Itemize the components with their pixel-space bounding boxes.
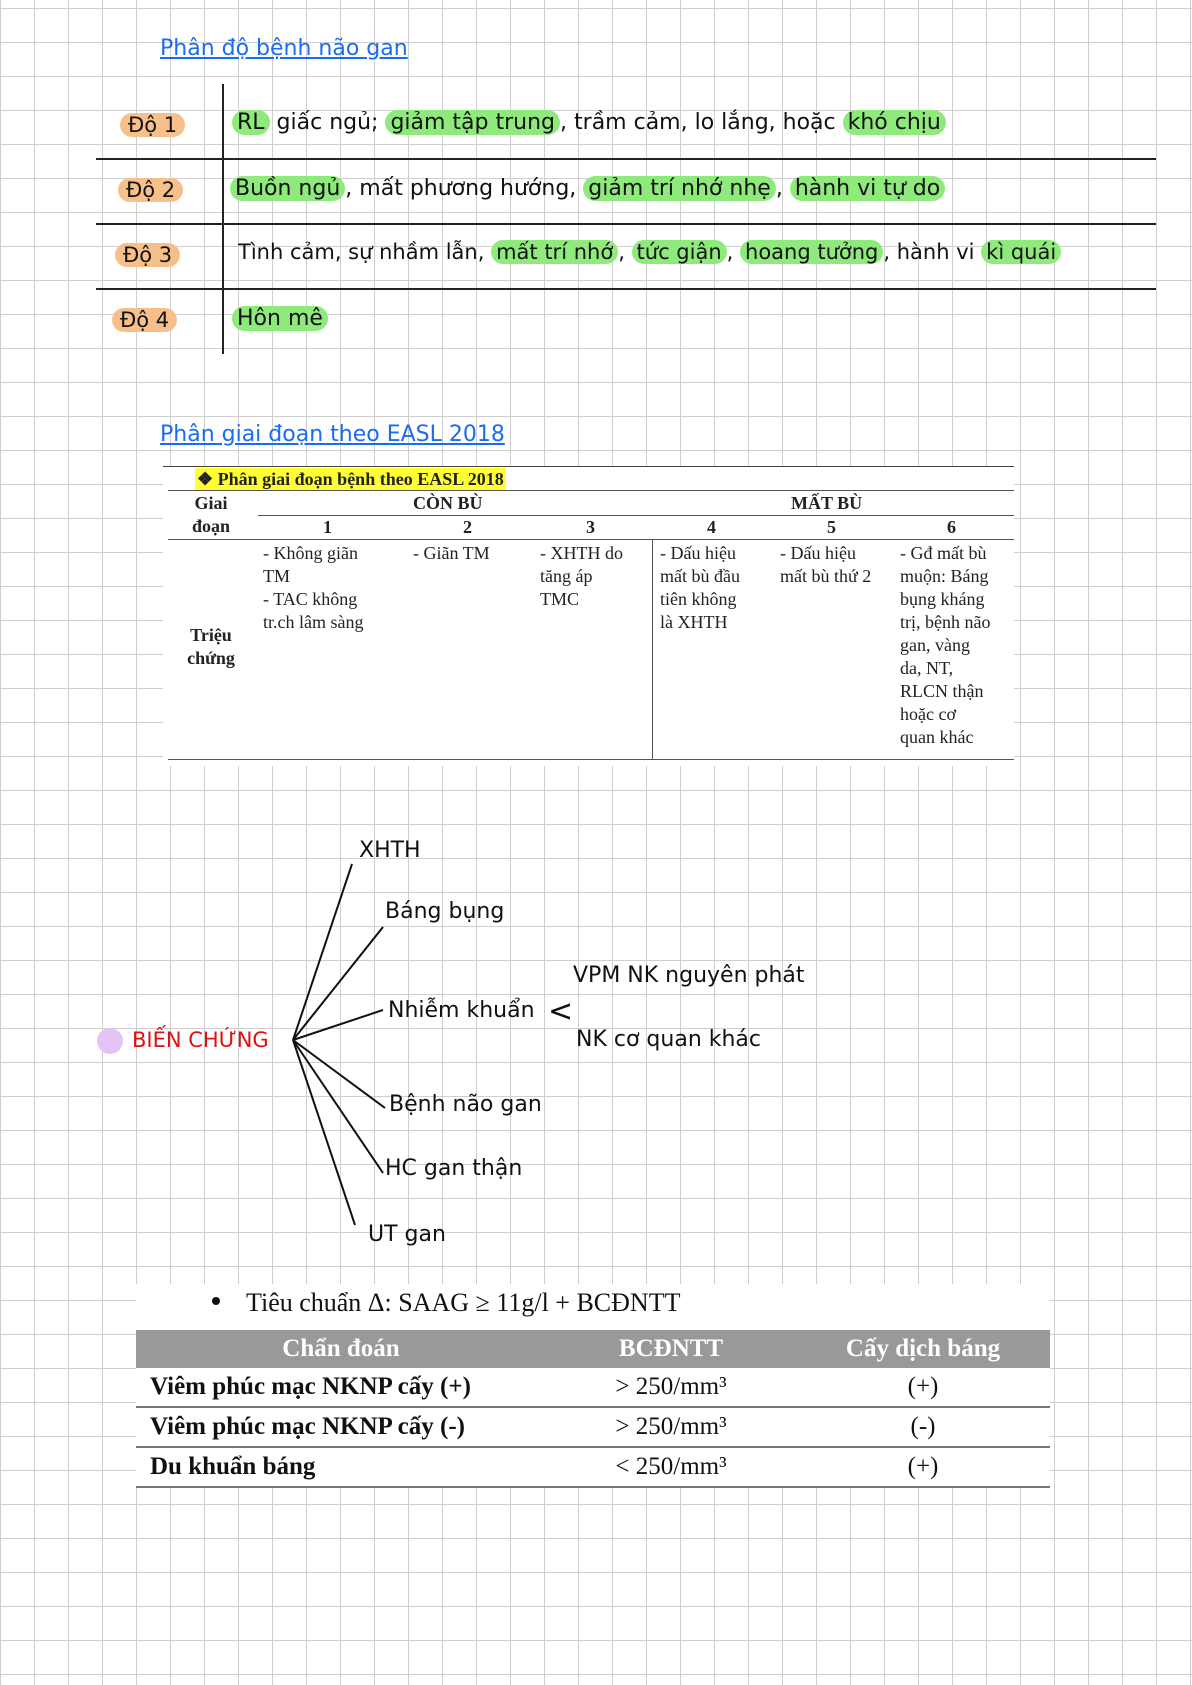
header-culture: Cấy dịch báng	[845, 1335, 1001, 1362]
grade-desc-1: RL giấc ngủ; giảm tập trung , trầm cảm, lo lắng, hoặc khó chịu	[232, 110, 946, 135]
row-pmn: < 250/mm³	[615, 1453, 727, 1480]
easl-compensated-label: CÒN BÙ	[413, 493, 483, 513]
row-diagnosis: Viêm phúc mạc NKNP cấy (+)	[150, 1373, 471, 1400]
branch-xhth: XHTH	[359, 838, 421, 863]
ascites-table	[136, 1330, 1050, 1488]
grade-label-1: Độ 1	[120, 113, 185, 137]
branch-line-nhiem-khuan	[293, 1010, 383, 1040]
row-diagnosis: Viêm phúc mạc NKNP cấy (-)	[150, 1413, 465, 1440]
branch-nhiem-khuan: Nhiễm khuẩn	[388, 998, 535, 1023]
easl-stage-6: 6	[947, 517, 956, 537]
criteria-bullet	[212, 1297, 220, 1305]
section2-title: Phân giai đoạn theo EASL 2018	[160, 422, 505, 447]
grade-label-3: Độ 3	[115, 243, 180, 267]
header-diagnosis: Chẩn đoán	[282, 1335, 400, 1362]
table-row	[136, 1448, 1050, 1488]
row-diagnosis: Du khuẩn báng	[150, 1453, 316, 1480]
row-culture: (-)	[910, 1413, 936, 1440]
sub-branch-nk-co-quan: NK cơ quan khác	[576, 1027, 762, 1052]
table-row	[136, 1368, 1050, 1408]
row-culture: (+)	[907, 1373, 939, 1400]
easl-symptom-2: - Giãn TM	[413, 543, 490, 563]
easl-stage-4: 4	[707, 517, 716, 537]
row-pmn: > 250/mm³	[615, 1373, 727, 1400]
easl-symptom-4: - Dấu hiệu mất bù đầu tiên không là XHTH	[660, 543, 740, 632]
branch-line-benh-nao-gan	[293, 1040, 385, 1108]
easl-symptom-6: - Gđ mất bù muộn: Báng bụng kháng trị, bệnh não gan, vàng da, NT, RLCN thận hoặc cơ quan khác	[900, 543, 991, 747]
sub-branch-vpm: VPM NK nguyên phát	[573, 963, 805, 988]
easl-stage-5: 5	[827, 517, 836, 537]
easl-symptom-3: - XHTH do tăng áp TMC	[540, 543, 623, 609]
easl-symptom-5: - Dấu hiệu mất bù thứ 2	[780, 543, 872, 586]
sub-bracket: <	[548, 994, 574, 1029]
easl-stage-3: 3	[586, 517, 595, 537]
section1-title: Phân độ bệnh não gan	[160, 36, 408, 61]
row-culture: (+)	[907, 1453, 939, 1480]
grade-label-2: Độ 2	[118, 178, 183, 202]
branch-ut-gan: UT gan	[368, 1222, 446, 1247]
branch-line-ut-gan	[293, 1040, 355, 1225]
easl-stage-2: 2	[463, 517, 472, 537]
easl-stage-1: 1	[323, 517, 332, 537]
grade-desc-4: Hôn mê	[232, 306, 328, 331]
branch-benh-nao-gan: Bệnh não gan	[389, 1092, 542, 1117]
grade-desc-2: Buồn ngủ , mất phương hướng, giảm trí nhớ nhẹ , hành vi tự do	[230, 176, 945, 201]
easl-symptom-1: - Không giãn TM - TAC không tr.ch lâm sàng	[263, 543, 364, 632]
easl-decompensated-label: MẤT BÙ	[791, 493, 863, 513]
row-pmn: > 250/mm³	[615, 1413, 727, 1440]
root-bullet	[97, 1028, 123, 1054]
branch-line-xhth	[293, 864, 352, 1040]
branch-line-bang-bung	[293, 927, 383, 1040]
branch-hc-gan-than: HC gan thận	[385, 1156, 523, 1181]
header-pmn: BCĐNTT	[618, 1335, 724, 1362]
complications-root: BIẾN CHỨNG	[132, 1028, 269, 1052]
easl-stage-label: Giai đoạn	[191, 493, 231, 536]
ascites-table-header	[136, 1330, 1050, 1368]
easl-symptom-label: Triệu chứng	[187, 625, 235, 668]
branch-line-hc-gan-than	[293, 1040, 383, 1173]
table-row	[136, 1408, 1050, 1448]
grade-label-4: Độ 4	[112, 308, 177, 332]
easl-table-title: ❖ Phân giai đoạn bệnh theo EASL 2018	[197, 469, 504, 489]
branch-bang-bung: Báng bụng	[385, 899, 505, 924]
criteria-text: Tiêu chuẩn Δ: SAAG ≥ 11g/l + BCĐNTT	[246, 1288, 681, 1317]
grade-desc-3: Tình cảm, sự nhầm lẫn, mất trí nhớ , tức giận , hoang tưởng , hành vi kì quái	[238, 240, 1061, 264]
